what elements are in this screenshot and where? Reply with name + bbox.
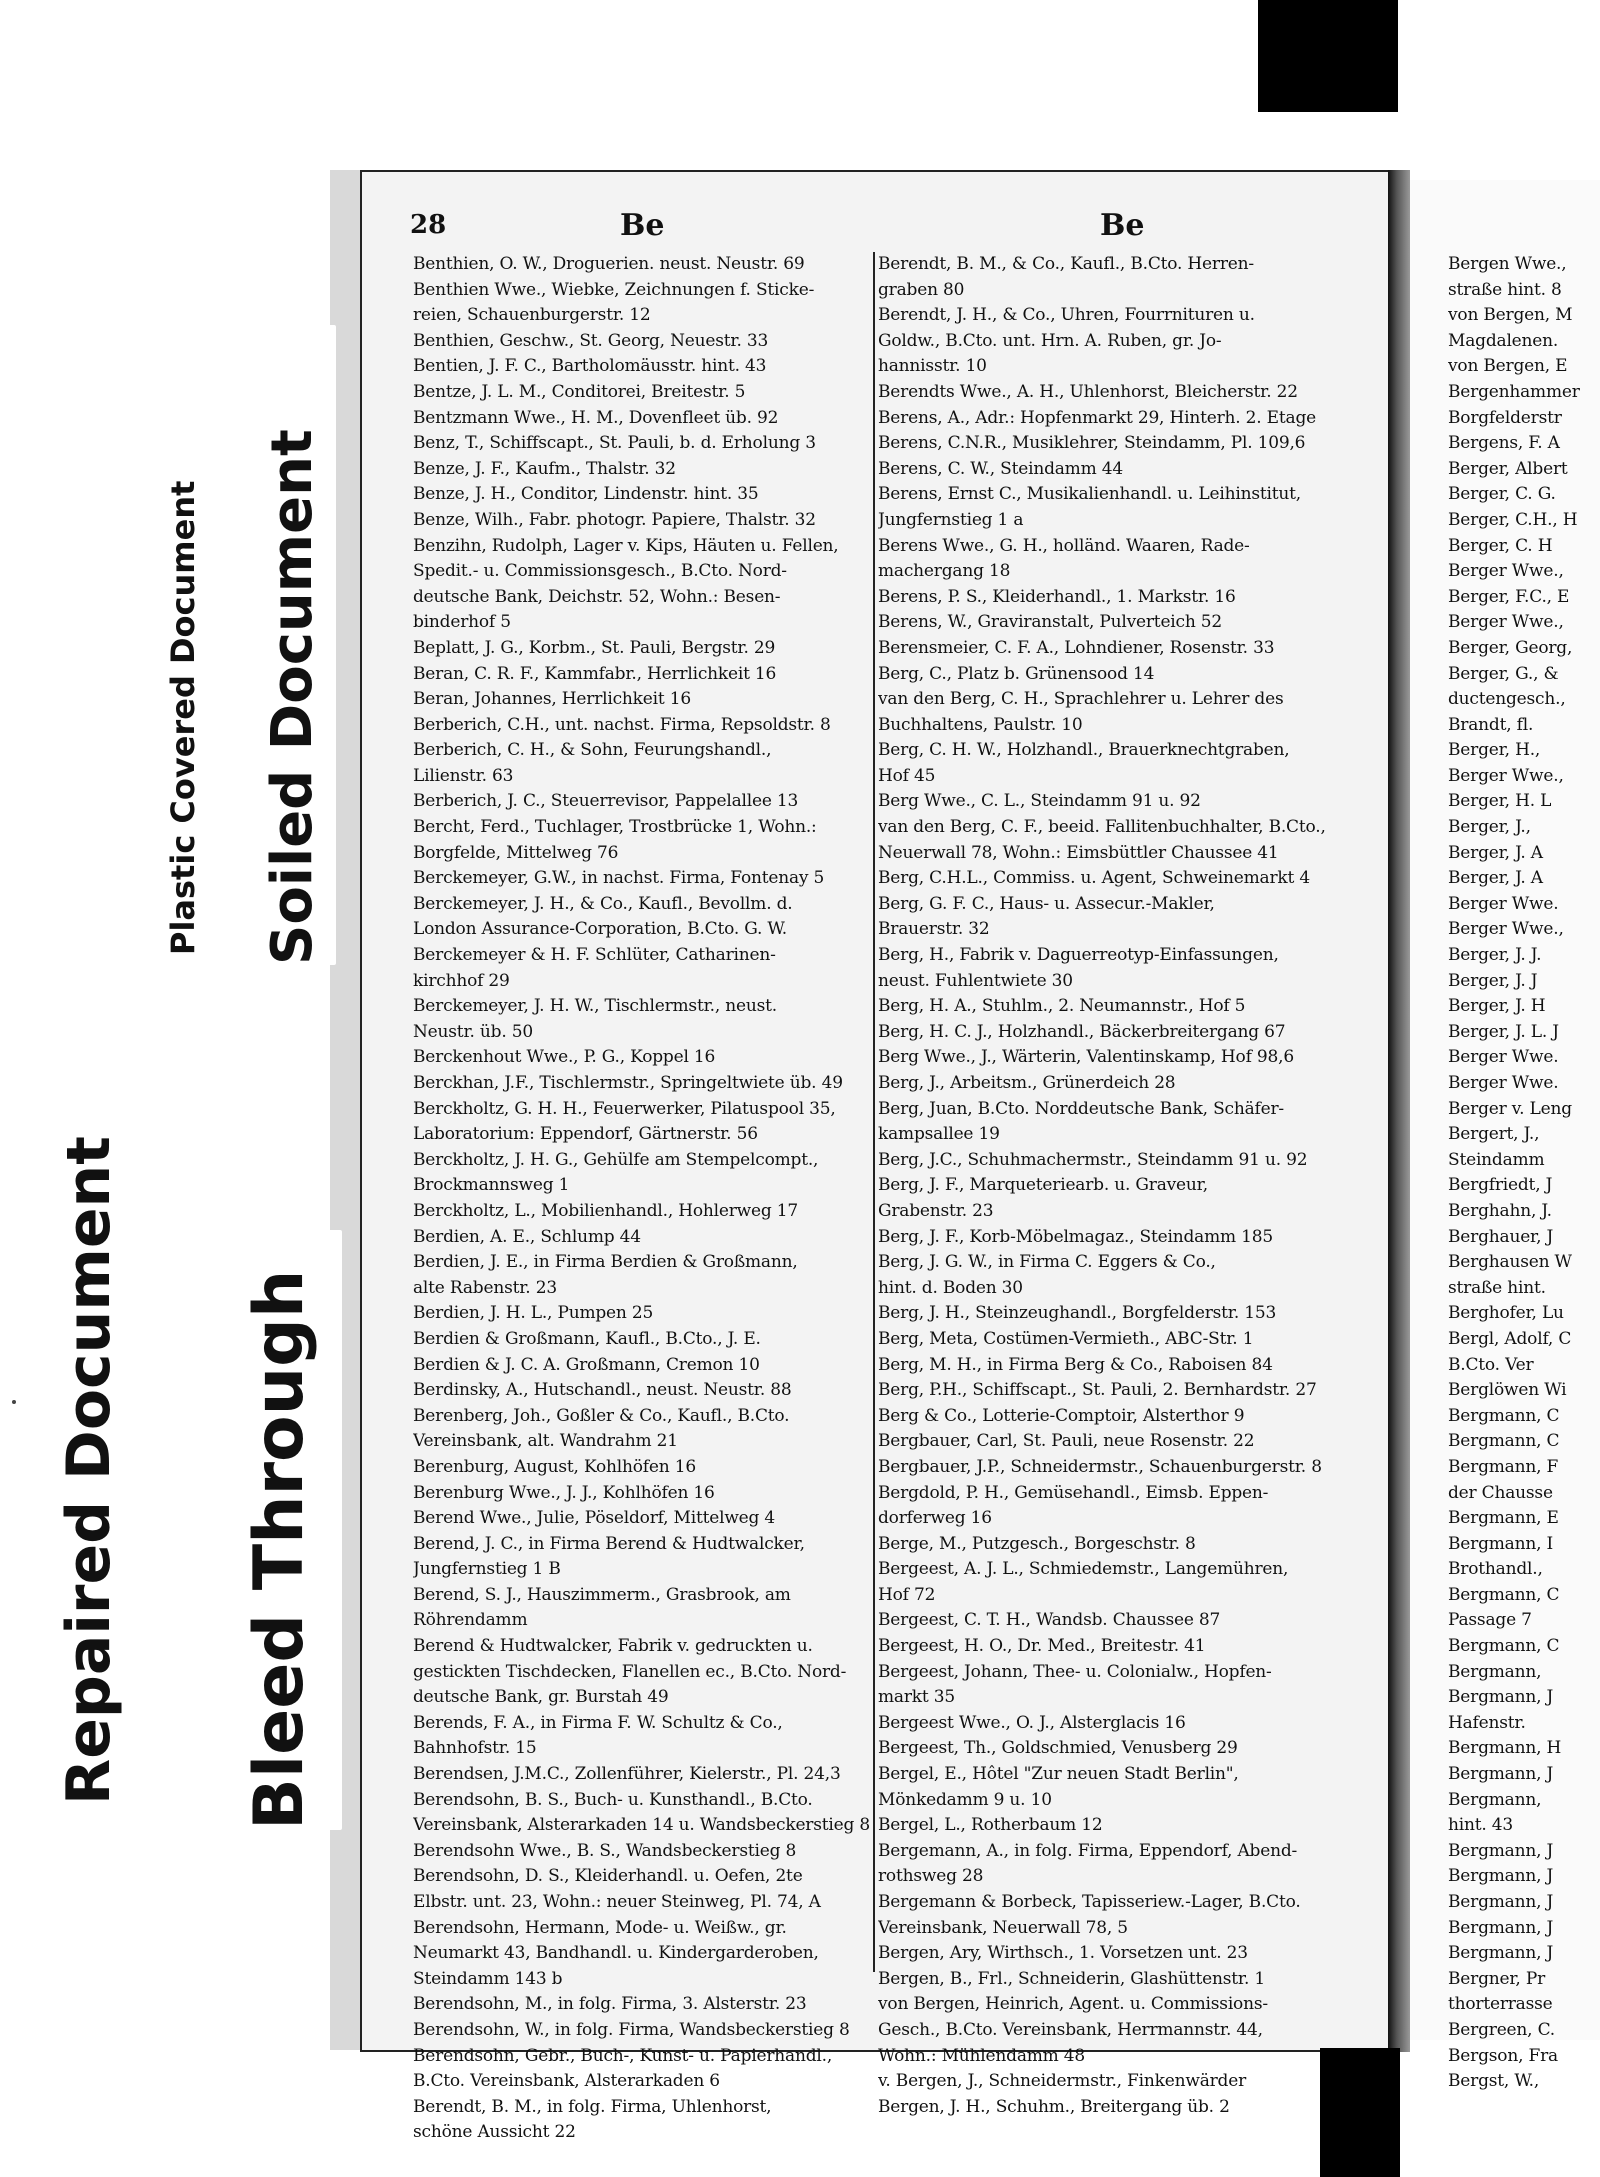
directory-line: Berg, C., Platz b. Grünensood 14 (878, 663, 1155, 684)
directory-line: Benthien, O. W., Droguerien. neust. Neustr. 69 (413, 254, 805, 274)
directory-line: Berg, J. G. W., in Firma C. Eggers & Co., (878, 1252, 1216, 1273)
label-soiled (258, 325, 336, 965)
directory-line: Berendsohn, D. S., Kleiderhandl. u. Oefen, 2te (413, 1866, 803, 1887)
directory-line: Bercht, Ferd., Tuchlager, Trostbrücke 1, Wohn.: (413, 817, 817, 838)
directory-line: Berg, Juan, B.Cto. Norddeutsche Bank, Schäfer- (878, 1098, 1284, 1119)
directory-line: v. Bergen, J., Schneidermstr., Finkenwärder (878, 2071, 1247, 2092)
directory-line: Berger, C. H (1448, 535, 1553, 556)
directory-line: Berend, S. J., Hauszimmerm., Grasbrook, am (413, 1584, 791, 1605)
directory-line: neust. Fuhlentwiete 30 (878, 970, 1073, 991)
directory-line: Steindamm 143 b (413, 1968, 563, 1989)
directory-line: Berg, H. C. J., Holzhandl., Bäckerbreitergang 67 (878, 1021, 1286, 1042)
directory-line: Jungfernstieg 1 a (878, 509, 1024, 530)
directory-line: rothsweg 28 (878, 1866, 984, 1887)
directory-line: Bergreen, C. (1448, 2019, 1555, 2040)
directory-line: Berend & Hudtwalcker, Fabrik v. gedruckten u. (413, 1636, 813, 1657)
directory-line: schöne Aussicht 22 (413, 2122, 576, 2143)
directory-line: Bergeest, Th., Goldschmied, Venusberg 29 (878, 1738, 1238, 1759)
directory-line: Beran, Johannes, Herrlichkeit 16 (413, 689, 691, 710)
directory-line: Bergl, Adolf, C (1448, 1328, 1572, 1349)
directory-line: Mönkedamm 9 u. 10 (878, 1789, 1052, 1810)
directory-line: Passage 7 (1448, 1610, 1532, 1631)
directory-line: Berger Wwe. (1448, 1073, 1559, 1093)
directory-line: Hafenstr. (1448, 1712, 1526, 1733)
directory-line: Bergeest Wwe., O. J., Alsterglacis 16 (878, 1712, 1186, 1733)
directory-line: Bergen Wwe., (1448, 254, 1567, 274)
directory-line: Hof 45 (878, 765, 936, 786)
directory-line: Bergmann, I (1448, 1533, 1554, 1554)
directory-line: Berger, G., & (1448, 663, 1559, 684)
directory-line: Magdalenen. (1448, 330, 1559, 351)
directory-line: Benz, T., Schiffscapt., St. Pauli, b. d. Erholung 3 (413, 433, 816, 454)
directory-line: Borgfelde, Mittelweg 76 (413, 842, 619, 863)
directory-line: binderhof 5 (413, 612, 511, 633)
directory-line: Berens, C.N.R., Musiklehrer, Steindamm, Pl. 109,6 (878, 433, 1306, 454)
directory-line: straße hint. 8 (1448, 279, 1562, 300)
directory-line: reien, Schauenburgerstr. 12 (413, 305, 651, 326)
directory-line: Berger, J. A (1448, 868, 1543, 889)
directory-line: Bergst, W., (1448, 2071, 1540, 2092)
directory-line: Bergfriedt, J (1448, 1175, 1553, 1196)
directory-line: Berger, J. L. J (1448, 1021, 1559, 1042)
page-header (410, 210, 1350, 250)
directory-line: Berens Wwe., G. H., holländ. Waaren, Rade- (878, 535, 1250, 556)
directory-line: Berg, Meta, Costümen-Vermieth., ABC-Str. 1 (878, 1328, 1254, 1349)
directory-line: markt 35 (878, 1687, 955, 1708)
directory-line: Vereinsbank, alt. Wandrahm 21 (413, 1431, 678, 1452)
directory-line: Berger Wwe., (1448, 561, 1564, 582)
directory-line: Bergmann, F (1448, 1456, 1559, 1477)
directory-line: Berger Wwe., (1448, 765, 1564, 786)
directory-line: Berendsohn, M., in folg. Firma, 3. Alsterstr. 23 (413, 1994, 807, 2015)
directory-line: Bergemann & Borbeck, Tapisseriew.-Lager, B.Cto. (878, 1892, 1301, 1912)
directory-line: Berger Wwe., (1448, 919, 1564, 940)
directory-line: Bergmann, H (1448, 1738, 1562, 1759)
directory-line: Berglöwen Wi (1448, 1380, 1567, 1401)
directory-line: Berend, J. C., in Firma Berend & Hudtwalcker, (413, 1533, 805, 1554)
directory-line: Berend Wwe., Julie, Pöseldorf, Mittelweg 4 (413, 1508, 776, 1529)
label-bleed-text: Bleed Through (240, 1269, 319, 1830)
directory-line: Berg, G. F. C., Haus- u. Assecur.-Makler, (878, 893, 1215, 914)
directory-line: kampsallee 19 (878, 1124, 1000, 1145)
directory-line: thorterrasse (1448, 1994, 1553, 2015)
directory-line: Berger, Georg, (1448, 637, 1573, 658)
directory-line: Bergmann, C (1448, 1431, 1560, 1452)
directory-line: Lilienstr. 63 (413, 765, 514, 786)
directory-line: Bergel, L., Rotherbaum 12 (878, 1815, 1103, 1836)
directory-line: Berens, A., Adr.: Hopfenmarkt 29, Hinterh. 2. Etage (878, 407, 1316, 428)
directory-line: Bergeest, Johann, Thee- u. Colonialw., Hopfen- (878, 1661, 1272, 1682)
directory-line: B.Cto. Vereinsbank, Alsterarkaden 6 (413, 2071, 720, 2092)
directory-line: dorferweg 16 (878, 1508, 992, 1529)
directory-line: straße hint. (1448, 1277, 1546, 1298)
directory-line: Bentzmann Wwe., H. M., Dovenfleet üb. 92 (413, 407, 779, 428)
directory-line: Brauerstr. 32 (878, 919, 990, 940)
directory-line: Berg, J. F., Marqueteriearb. u. Graveur, (878, 1175, 1208, 1196)
directory-line: von Bergen, Heinrich, Agent. u. Commissions- (878, 1994, 1268, 2015)
directory-line: Berger, J. J. (1448, 945, 1542, 966)
directory-line: Berg & Co., Lotterie-Comptoir, Alsterthor 9 (878, 1405, 1245, 1426)
directory-line: Buchhaltens, Paulstr. 10 (878, 714, 1083, 735)
directory-line: Bergdold, P. H., Gemüsehandl., Eimsb. Eppen- (878, 1482, 1269, 1503)
directory-line: Berens, Ernst C., Musikalienhandl. u. Leihinstitut, (878, 484, 1301, 505)
directory-line: gestickten Tischdecken, Flanellen ec., B.Cto. Nord- (413, 1661, 847, 1682)
directory-line: Berensmeier, C. F. A., Lohndiener, Rosenstr. 33 (878, 637, 1275, 658)
directory-line: Berckemeyer, J. H., & Co., Kaufl., Bevollm. d. (413, 893, 793, 914)
directory-line: Berghausen W (1448, 1252, 1572, 1273)
directory-line: Benze, J. H., Conditor, Lindenstr. hint. 35 (413, 484, 759, 505)
directory-line: Bergmann, J (1448, 1840, 1554, 1861)
directory-line: Berdinsky, A., Hutschandl., neust. Neustr. 88 (413, 1380, 792, 1401)
directory-line: Berckemeyer, J. H. W., Tischlermstr., neust. (413, 996, 777, 1017)
directory-line: hannisstr. 10 (878, 356, 987, 377)
directory-line: London Assurance-Corporation, B.Cto. G. W. (413, 919, 787, 940)
directory-line: deutsche Bank, gr. Burstah 49 (413, 1687, 669, 1708)
directory-line: Berckemeyer, G.W., in nachst. Firma, Fontenay 5 (413, 868, 825, 889)
directory-line: Bergmann, C (1448, 1584, 1560, 1605)
directory-line: Bergmann, (1448, 1789, 1542, 1810)
page-number: 28 (410, 210, 447, 240)
directory-line: Berger Wwe., (1448, 612, 1564, 633)
directory-line: van den Berg, C. H., Sprachlehrer u. Lehrer des (878, 689, 1284, 710)
directory-line: Berger, F.C., E (1448, 586, 1570, 607)
directory-line: Berdien & Großmann, Kaufl., B.Cto., J. E. (413, 1328, 761, 1349)
directory-line: Bergson, Fra (1448, 2045, 1558, 2066)
directory-line: Bergmann, C (1448, 1636, 1560, 1657)
directory-line: Bergmann, J (1448, 1764, 1554, 1785)
left-running-head: Be (620, 208, 665, 243)
directory-line: Berckholtz, L., Mobilienhandl., Hohlerweg 17 (413, 1200, 798, 1221)
directory-line: Berberich, J. C., Steuerrevisor, Pappelallee 13 (413, 791, 799, 812)
directory-line: Neustr. üb. 50 (413, 1021, 533, 1042)
directory-line: Berens, P. S., Kleiderhandl., 1. Markstr. 16 (878, 586, 1236, 607)
directory-line: Berger, Albert (1448, 458, 1568, 479)
directory-line: Berckemeyer & H. F. Schlüter, Catharinen- (413, 945, 776, 966)
directory-line: Wohn.: Mühlendamm 48 (878, 2045, 1086, 2066)
directory-line: Berg, P.H., Schiffscapt., St. Pauli, 2. Bernhardstr. 27 (878, 1380, 1317, 1401)
directory-line: van den Berg, C. F., beeid. Fallitenbuchhalter, B.Cto., (878, 817, 1326, 838)
directory-line: Benzihn, Rudolph, Lager v. Kips, Häuten u. Fellen, (413, 535, 839, 556)
column-divider (873, 252, 875, 1972)
directory-line: deutsche Bank, Deichstr. 52, Wohn.: Besen- (413, 586, 781, 607)
directory-line: Bergert, J., (1448, 1124, 1540, 1145)
directory-column-left (413, 252, 873, 2146)
label-plastic-covered (158, 355, 210, 955)
label-plastic-text: Plastic Covered Document (164, 480, 202, 955)
directory-line: Elbstr. unt. 23, Wohn.: neuer Steinweg, Pl. 74, A (413, 1892, 821, 1912)
directory-line: Vereinsbank, Alsterarkaden 14 u. Wandsbeckerstieg 8 (413, 1815, 870, 1836)
directory-line: Berberich, C. H., & Sohn, Feurungshandl., (413, 740, 772, 761)
directory-line: Berger, J. A (1448, 842, 1543, 863)
directory-line: Bahnhofstr. 15 (413, 1738, 537, 1759)
directory-line: Berger, J. H (1448, 996, 1546, 1017)
directory-line: Bergmann, J (1448, 1687, 1554, 1708)
directory-line: Berendsohn, B. S., Buch- u. Kunsthandl., B.Cto. (413, 1789, 813, 1810)
directory-line: Bergenhammer (1448, 381, 1580, 402)
directory-line: Berenberg, Joh., Goßler & Co., Kaufl., B.Cto. (413, 1405, 790, 1426)
directory-line: Bergen, J. H., Schuhm., Breitergang üb. 2 (878, 2096, 1230, 2117)
directory-line: Berger Wwe. (1448, 1047, 1559, 1068)
directory-line: Bergen, B., Frl., Schneiderin, Glashüttenstr. 1 (878, 1968, 1265, 1989)
directory-line: Berendsohn, Hermann, Mode- u. Weißw., gr. (413, 1917, 787, 1938)
directory-line: Neumarkt 43, Bandhandl. u. Kindergarderoben, (413, 1943, 819, 1964)
directory-line: Bergbauer, Carl, St. Pauli, neue Rosenstr. 22 (878, 1431, 1255, 1452)
directory-line: Goldw., B.Cto. unt. Hrn. A. Ruben, gr. Jo- (878, 330, 1222, 351)
directory-line: Berger, J. J (1448, 970, 1538, 991)
directory-line: alte Rabenstr. 23 (413, 1277, 557, 1298)
directory-line: Bergmann, J (1448, 1917, 1554, 1938)
directory-line: Spedit.- u. Commissionsgesch., B.Cto. Nord- (413, 561, 787, 582)
directory-line: Brothandl., (1448, 1559, 1543, 1580)
directory-line: Berg, J. H., Steinzeughandl., Borgfelderstr. 153 (878, 1303, 1277, 1324)
label-repaired-text: Repaired Document (54, 1136, 124, 1805)
directory-line: kirchhof 29 (413, 970, 510, 991)
right-running-head: Be (1100, 208, 1145, 243)
directory-line: Steindamm (1448, 1149, 1545, 1170)
directory-line: Bergel, E., Hôtel "Zur neuen Stadt Berlin", (878, 1764, 1239, 1785)
directory-line: Jungfernstieg 1 B (413, 1559, 561, 1580)
directory-line: Berdien & J. C. A. Großmann, Cremon 10 (413, 1354, 760, 1375)
directory-line: Berghofer, Lu (1448, 1303, 1564, 1324)
directory-line: Berenburg Wwe., J. J., Kohlhöfen 16 (413, 1482, 715, 1503)
directory-line: Berg, J.C., Schuhmachermstr., Steindamm 91 u. 92 (878, 1149, 1308, 1170)
directory-line: Berendsen, J.M.C., Zollenführer, Kielerstr., Pl. 24,3 (413, 1764, 841, 1785)
directory-line: Berendt, J. H., & Co., Uhren, Fourrnituren u. (878, 305, 1255, 326)
directory-line: Berendt, B. M., & Co., Kaufl., B.Cto. Herren- (878, 254, 1254, 274)
directory-line: Berens, W., Graviranstalt, Pulverteich 52 (878, 612, 1223, 633)
directory-line: machergang 18 (878, 561, 1011, 582)
directory-line: Bergmann, J (1448, 1866, 1554, 1887)
directory-line: Benthien, Geschw., St. Georg, Neuestr. 33 (413, 330, 769, 351)
directory-line: Berens, C. W., Steindamm 44 (878, 458, 1123, 479)
directory-line: Berberich, C.H., unt. nachst. Firma, Repsoldstr. 8 (413, 714, 831, 735)
directory-line: B.Cto. Ver (1448, 1354, 1534, 1375)
directory-line: Bentze, J. L. M., Conditorei, Breitestr. 5 (413, 381, 746, 402)
directory-line: Berckholtz, J. H. G., Gehülfe am Stempelcompt., (413, 1149, 819, 1170)
directory-line: Benthien Wwe., Wiebke, Zeichnungen f. Sticke- (413, 279, 815, 300)
directory-line: Berghahn, J. (1448, 1200, 1552, 1221)
directory-line: Berger, H. L (1448, 791, 1552, 812)
directory-line: Berdien, J. E., in Firma Berdien & Großmann, (413, 1252, 798, 1273)
directory-line: ductengesch., (1448, 689, 1566, 710)
directory-line: Neuerwall 78, Wohn.: Eimsbüttler Chaussee 41 (878, 842, 1279, 863)
directory-line: Berckhan, J.F., Tischlermstr., Springeltwiete üb. 49 (413, 1073, 843, 1093)
directory-line: Berger, J., (1448, 817, 1531, 838)
directory-line: Berendts Wwe., A. H., Uhlenhorst, Bleicherstr. 22 (878, 381, 1298, 402)
directory-line: Berger, C.H., H (1448, 509, 1578, 530)
directory-line: hint. 43 (1448, 1815, 1514, 1836)
directory-line: Hof 72 (878, 1584, 936, 1605)
directory-line: Bergner, Pr (1448, 1968, 1546, 1989)
directory-line: Grabenstr. 23 (878, 1200, 994, 1221)
directory-line: Bergen, Ary, Wirthsch., 1. Vorsetzen unt. 23 (878, 1943, 1248, 1964)
label-repaired (48, 1136, 218, 1805)
directory-line: Berg, J. F., Korb-Möbelmagaz., Steindamm 185 (878, 1226, 1273, 1247)
directory-line: Berg, H. A., Stuhlm., 2. Neumannstr., Hof 5 (878, 996, 1246, 1017)
directory-line: Berdien, A. E., Schlump 44 (413, 1226, 641, 1247)
directory-column-facing (1448, 252, 1598, 2095)
directory-line: Berckenhout Wwe., P. G., Koppel 16 (413, 1047, 716, 1068)
directory-line: Bergmann, (1448, 1661, 1542, 1682)
directory-line: Berg, M. H., in Firma Berg & Co., Raboisen 84 (878, 1354, 1273, 1375)
directory-line: Berg, C.H.L., Commiss. u. Agent, Schweinemarkt 4 (878, 868, 1310, 889)
directory-line: Berger, C. G. (1448, 484, 1556, 505)
directory-line: Bergeest, H. O., Dr. Med., Breitestr. 41 (878, 1636, 1206, 1657)
directory-line: Laboratorium: Eppendorf, Gärtnerstr. 56 (413, 1124, 758, 1145)
directory-line: Bergmann, J (1448, 1892, 1554, 1912)
directory-line: Bergmann, E (1448, 1508, 1559, 1529)
directory-line: Gesch., B.Cto. Vereinsbank, Herrmannstr. 44, (878, 2019, 1263, 2040)
directory-line: Bergens, F. A (1448, 433, 1560, 454)
directory-line: Bergbauer, J.P., Schneidermstr., Schauenburgerstr. 8 (878, 1456, 1322, 1477)
directory-line: Berckholtz, G. H. H., Feuerwerker, Pilatuspool 35, (413, 1098, 836, 1119)
directory-line: Benze, J. F., Kaufm., Thalstr. 32 (413, 458, 676, 479)
directory-line: Berger v. Leng (1448, 1098, 1572, 1119)
directory-line: Bergmann, C (1448, 1405, 1560, 1426)
directory-line: Bergeest, C. T. H., Wandsb. Chaussee 87 (878, 1610, 1221, 1631)
directory-line: Berghauer, J (1448, 1226, 1554, 1247)
directory-line: Berg, H., Fabrik v. Daguerreotyp-Einfassungen, (878, 945, 1279, 966)
directory-line: Berendsohn Wwe., B. S., Wandsbeckerstieg 8 (413, 1840, 797, 1861)
directory-line: Beplatt, J. G., Korbm., St. Pauli, Bergstr. 29 (413, 637, 776, 658)
directory-line: Berendt, B. M., in folg. Firma, Uhlenhorst, (413, 2096, 772, 2117)
directory-line: Bergeest, A. J. L., Schmiedemstr., Langemühren, (878, 1559, 1289, 1580)
directory-line: Berg, C. H. W., Holzhandl., Brauerknechtgraben, (878, 740, 1290, 761)
label-bleed-through (232, 1230, 342, 1830)
directory-line: Berenburg, August, Kohlhöfen 16 (413, 1456, 696, 1477)
directory-line: von Bergen, M (1448, 305, 1573, 326)
directory-line: Berdien, J. H. L., Pumpen 25 (413, 1303, 654, 1324)
directory-line: Berends, F. A., in Firma F. W. Schultz & Co., (413, 1712, 783, 1733)
directory-line: Berger Wwe. (1448, 893, 1559, 914)
directory-line: Brockmannsweg 1 (413, 1175, 570, 1196)
binding-clip-top (1258, 0, 1398, 112)
directory-line: Bergemann, A., in folg. Firma, Eppendorf, Abend- (878, 1840, 1298, 1861)
directory-line: Beran, C. R. F., Kammfabr., Herrlichkeit 16 (413, 663, 777, 684)
directory-line: von Bergen, E (1448, 356, 1568, 377)
directory-line: Berg, J., Arbeitsm., Grünerdeich 28 (878, 1073, 1176, 1093)
label-soiled-text: Soiled Document (260, 429, 325, 965)
directory-line: Brandt, fl. (1448, 714, 1534, 735)
directory-line: Vereinsbank, Neuerwall 78, 5 (878, 1917, 1128, 1938)
directory-line: Berendsohn, W., in folg. Firma, Wandsbeckerstieg 8 (413, 2019, 850, 2040)
directory-line: Berge, M., Putzgesch., Borgeschstr. 8 (878, 1533, 1196, 1554)
directory-line: hint. d. Boden 30 (878, 1277, 1023, 1298)
directory-line: der Chausse (1448, 1482, 1553, 1503)
directory-line: Bentien, J. F. C., Bartholomäusstr. hint. 43 (413, 356, 767, 377)
directory-line: Berg Wwe., J., Wärterin, Valentinskamp, Hof 98,6 (878, 1047, 1294, 1068)
speck (12, 1400, 16, 1404)
directory-column-middle (878, 252, 1363, 2120)
directory-line: Berger, H., (1448, 740, 1541, 761)
directory-line: Berg Wwe., C. L., Steindamm 91 u. 92 (878, 791, 1201, 812)
directory-line: Röhrendamm (413, 1610, 528, 1631)
directory-line: Benze, Wilh., Fabr. photogr. Papiere, Thalstr. 32 (413, 509, 816, 530)
book-spine (1388, 170, 1410, 2052)
directory-line: Berendsohn, Gebr., Buch-, Kunst- u. Papierhandl., (413, 2045, 833, 2066)
directory-line: Borgfelderstr (1448, 407, 1562, 428)
directory-line: Bergmann, J (1448, 1943, 1554, 1964)
directory-line: graben 80 (878, 279, 965, 300)
